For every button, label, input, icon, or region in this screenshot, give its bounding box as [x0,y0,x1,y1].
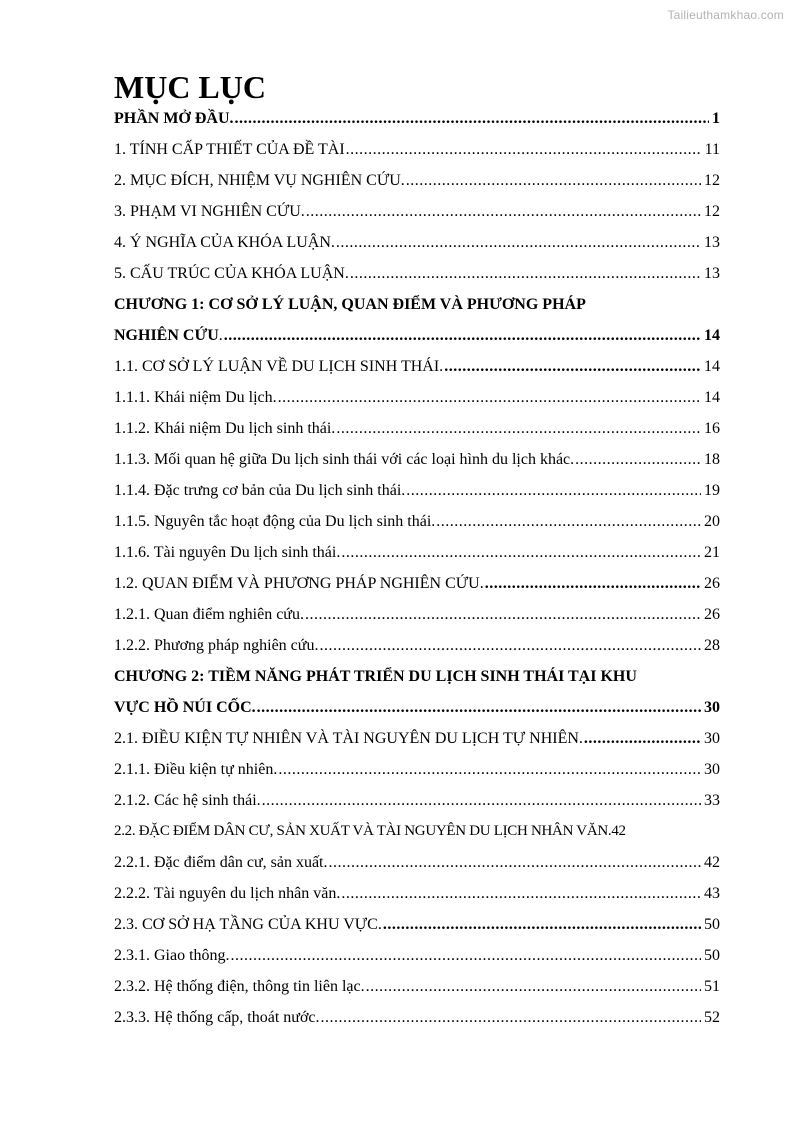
toc-entry[interactable]: 1.2.2. Phương pháp nghiên cứu. ..... 28 [114,630,720,661]
toc-entry[interactable]: 2.1.2. Các hệ sinh thái. ..... 33 [114,785,720,816]
toc-entry[interactable]: 2.2. ĐẶC ĐIỂM DÂN CƯ, SẢN XUẤT VÀ TÀI NGUYÊN DU LỊCH NHÂN VĂN. 42 [114,823,626,839]
toc-entry[interactable]: 2.3.3. Hệ thống cấp, thoát nước. ..... 52 [114,1002,720,1033]
toc-chapter-2-heading[interactable]: CHƯƠNG 2: TIỀM NĂNG PHÁT TRIỂN DU LỊCH SINH THÁI TẠI KHU [114,668,637,685]
toc-entry[interactable]: 1. TÍNH CẤP THIẾT CỦA ĐỀ TÀI ..... 11 [114,134,720,165]
toc-entry[interactable]: 1.1.3. Mối quan hệ giữa Du lịch sinh thái với các loại hình du lịch khác. ..... 18 [114,444,720,475]
watermark: Tailieuthamkhao.com [667,8,784,22]
toc-chapter-1[interactable]: NGHIÊN CỨU. ..... 14 [114,320,720,351]
toc-entry[interactable]: 1.1.4. Đặc trưng cơ bản của Du lịch sinh thái. ..... 19 [114,475,720,506]
table-of-contents [114,69,720,1033]
toc-entry[interactable]: 1.1.6. Tài nguyên Du lịch sinh thái. ..... 21 [114,537,720,568]
toc-entry[interactable]: 1.2. QUAN ĐIỂM VÀ PHƯƠNG PHÁP NGHIÊN CỨU. ..... 26 [114,568,720,599]
toc-entry[interactable]: 2.3.2. Hệ thống điện, thông tin liên lạc. ..... 51 [114,971,720,1002]
toc-chapter-1-heading[interactable]: CHƯƠNG 1: CƠ SỞ LÝ LUẬN, QUAN ĐIỂM VÀ PHƯƠNG PHÁP [114,296,586,313]
toc-title: MỤC LỤC [114,69,266,105]
toc-entry[interactable]: 2.2.1. Đặc điểm dân cư, sản xuất. ..... 42 [114,847,720,878]
toc-entry[interactable]: 5. CẤU TRÚC CỦA KHÓA LUẬN. ..... 13 [114,258,720,289]
toc-entry-intro[interactable]: PHẦN MỞ ĐẦU. ..... 1 [114,103,720,134]
toc-entry[interactable]: 2.1. ĐIỀU KIỆN TỰ NHIÊN VÀ TÀI NGUYÊN DU LỊCH TỰ NHIÊN. ..... 30 [114,723,720,754]
toc-entry[interactable]: 3. PHẠM VI NGHIÊN CỨU. ..... 12 [114,196,720,227]
toc-entry[interactable]: 4. Ý NGHĨA CỦA KHÓA LUẬN. ..... 13 [114,227,720,258]
toc-entry[interactable]: 1.1.1. Khái niệm Du lịch. ..... 14 [114,382,720,413]
toc-entry[interactable]: 2.2.2. Tài nguyên du lịch nhân văn. ..... 43 [114,878,720,909]
toc-entry[interactable]: 2. MỤC ĐÍCH, NHIỆM VỤ NGHIÊN CỨU. ..... 12 [114,165,720,196]
toc-entry[interactable]: 1.1.2. Khái niệm Du lịch sinh thái. ..... 16 [114,413,720,444]
toc-entry[interactable]: 1.1. CƠ SỞ LÝ LUẬN VỀ DU LỊCH SINH THÁI. ..... 14 [114,351,720,382]
toc-entry[interactable]: 2.1.1. Điều kiện tự nhiên. ..... 30 [114,754,720,785]
toc-entry[interactable]: 1.2.1. Quan điểm nghiên cứu. ..... 26 [114,599,720,630]
toc-entry[interactable]: 1.1.5. Nguyên tắc hoạt động của Du lịch sinh thái. ..... 20 [114,506,720,537]
toc-entry[interactable]: 2.3. CƠ SỞ HẠ TẦNG CỦA KHU VỰC. ..... 50 [114,909,720,940]
toc-chapter-2[interactable]: VỰC HỒ NÚI CỐC. ..... 30 [114,692,720,723]
toc-entry[interactable]: 2.3.1. Giao thông. ..... 50 [114,940,720,971]
